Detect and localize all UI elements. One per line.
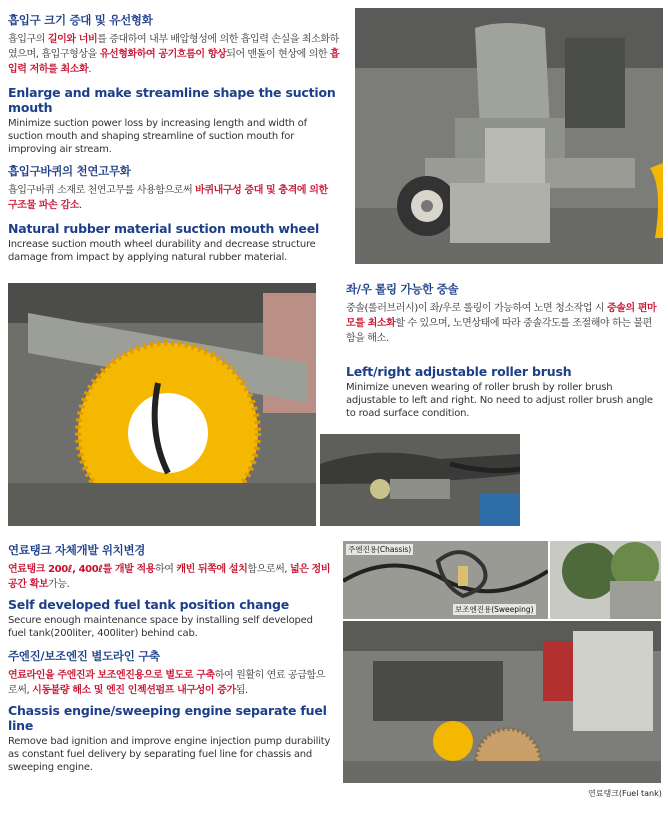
highlight-text: 바퀴내구성 증대 및 충격에 의한 구조물 파손 감소 <box>8 185 328 211</box>
section-fuel-tank-en <box>8 597 333 640</box>
sweeping-label: 보조엔진용(Sweeping) <box>455 605 534 614</box>
suction-mouth-illustration <box>355 8 663 264</box>
section-rubber-wheel <box>8 163 340 213</box>
section-roller-brush <box>346 281 660 346</box>
rubber-wheel-ko-body <box>8 183 340 213</box>
fuel-tank-photo <box>343 621 661 783</box>
fuel-tank-illustration <box>343 621 661 783</box>
fuel-line-en-body: Remove bad ignition and improve engine injection pump durability as constant fuel delivery by separating fuel line for chassis and sweeping engine. <box>8 736 331 773</box>
rubber-wheel-en-body: Increase suction mouth wheel durability and decrease structure damage from impact by applying natural rubber material. <box>8 239 316 263</box>
roller-brush-ko-body <box>346 301 660 346</box>
section-suction-mouth-en <box>8 85 340 156</box>
highlight-text: 중솔의 편마모를 최소화 <box>346 303 657 329</box>
fuel-tank-ko-title: 연료탱크 자체개발 위치변경 <box>8 543 146 557</box>
text-run: 할 수 있으며, 노면상태에 따라 중솔각도를 조절해야 하는 불편함을 해소. <box>346 318 652 344</box>
fuel-tank-caption: 연료탱크(Fuel tank) <box>588 789 662 798</box>
fuel-tank-en-title: Self developed fuel tank position change <box>8 597 290 612</box>
text-run: 를 증대하여 내부 배압형성에 의한 흡입력 손실을 최소화하였으며, 흡입구형상을 <box>8 34 339 60</box>
roller-brush-en-title: Left/right adjustable roller brush <box>346 364 572 379</box>
fuel-line-ko-body <box>8 668 333 698</box>
highlight-text: 연료라인을 주엔진과 보조엔진용으로 별도로 구축 <box>8 670 215 681</box>
text-run: 됨. <box>235 685 248 696</box>
fuel-line-photo <box>343 541 548 619</box>
text-run: . <box>88 64 92 75</box>
exterior-photo <box>550 541 661 619</box>
roller-brush-illustration <box>8 283 316 526</box>
highlight-text: 시동불량 해소 및 엔진 인젝션펌프 내구성이 증가 <box>32 685 236 696</box>
suction-mouth-ko-title: 흡입구 크기 증대 및 유선형화 <box>8 13 153 27</box>
exterior-illustration <box>550 541 661 619</box>
roller-brush-ko-title: 좌/우 롤링 가능한 중솔 <box>346 282 459 296</box>
suction-mouth-photo <box>355 8 663 264</box>
suction-mouth-ko-body <box>8 32 340 77</box>
text-run: 하여 <box>155 564 177 575</box>
text-run: 함으로써, <box>247 564 290 575</box>
text-run: 흡입구바퀴 소재로 천연고무를 사용함으로써 <box>8 185 196 196</box>
suction-mouth-en-title: Enlarge and make streamline shape the suction mouth <box>8 85 336 115</box>
fuel-line-ko-title: 주엔진/보조엔진 별도라인 구축 <box>8 649 160 663</box>
fuel-line-en-title: Chassis engine/sweeping engine separate fuel line <box>8 703 327 733</box>
text-run: 중솔(롤러브러시)이 좌/우로 롤링이 가능하여 노면 청소작업 시 <box>346 303 607 314</box>
suction-mouth-en-body: Minimize suction power loss by increasing length and width of suction mouth and shaping streamline of suction mouth for improving air stream. <box>8 118 307 155</box>
section-roller-brush-en <box>346 364 660 420</box>
rubber-wheel-ko-title: 흡입구바퀴의 천연고무화 <box>8 164 131 178</box>
highlight-text: 유선형화하여 공기흐름이 향상 <box>99 49 227 60</box>
fuel-tank-ko-body <box>8 562 333 592</box>
text-run: 되어 맨돌이 현상에 의한 <box>226 49 330 60</box>
section-fuel-line-en <box>8 703 333 774</box>
rubber-wheel-en-title: Natural rubber material suction mouth wheel <box>8 221 320 236</box>
text-run: 가능. <box>48 579 70 590</box>
section-fuel-tank <box>8 542 333 592</box>
section-rubber-wheel-en <box>8 221 340 264</box>
fuel-tank-en-body: Secure enough maintenance space by installing self developed fuel tank(200liter, 400liter) behind cab. <box>8 615 313 639</box>
highlight-text: 연료탱크 200ℓ, 400ℓ를 개발 적용 <box>8 564 156 575</box>
brush-pivot-illustration <box>320 434 520 526</box>
text-run: 하여 원활히 연료 공급함으로써, <box>8 670 325 696</box>
section-fuel-line <box>8 648 333 698</box>
text-run: . <box>78 200 82 211</box>
roller-brush-en-body: Minimize uneven wearing of roller brush by roller brush adjustable to left and right. No need to adjust roller brush angle to road surface condition. <box>346 382 653 419</box>
brush-pivot-photo <box>320 434 520 526</box>
highlight-text: 흡입력 저하를 최소화 <box>8 49 340 75</box>
highlight-text: 캐빈 뒤쪽에 설치 <box>176 564 248 575</box>
roller-brush-photo <box>8 283 316 526</box>
text-run: 흡입구의 <box>8 34 48 45</box>
section-suction-mouth <box>8 12 340 77</box>
highlight-text: 넓은 정비공간 확보 <box>8 564 331 590</box>
chassis-label: 주엔진용(Chassis) <box>348 545 412 554</box>
highlight-text: 길이와 너비 <box>47 34 98 45</box>
